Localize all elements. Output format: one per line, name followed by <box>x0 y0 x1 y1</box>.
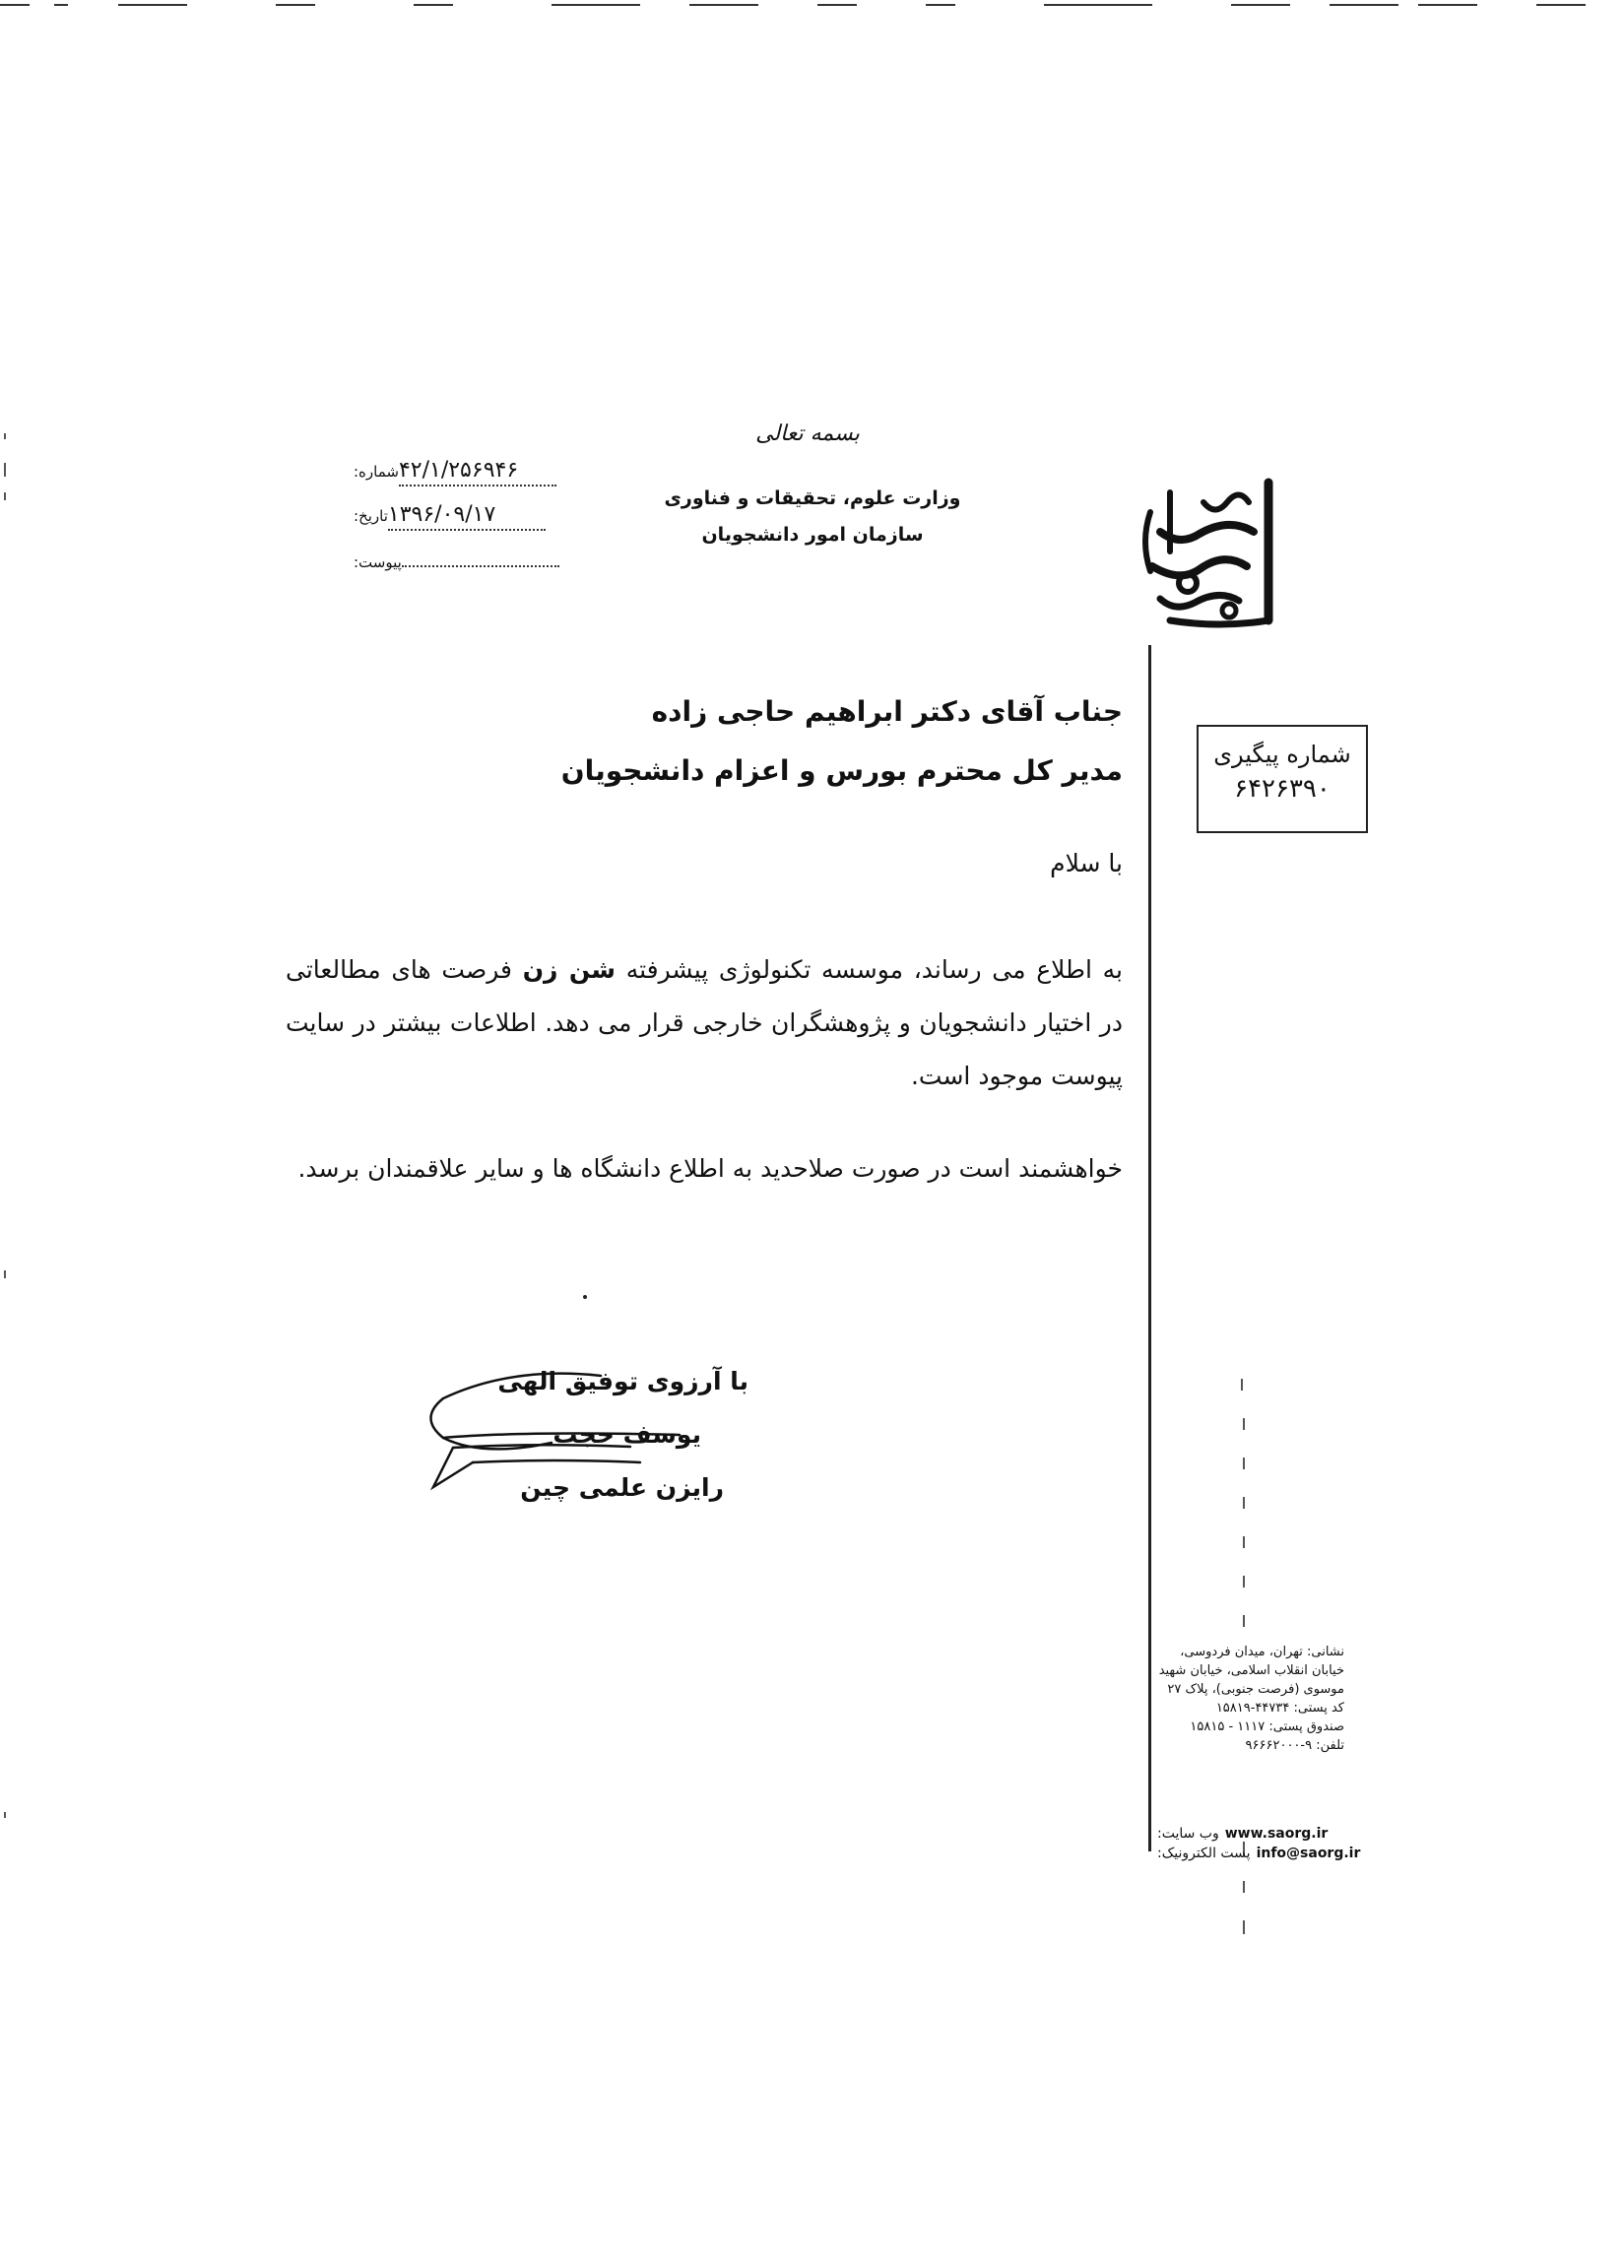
signature-closing: با آرزوی توفیق الهی <box>497 1367 748 1395</box>
invocation-text: بسمه تعالی <box>755 421 860 446</box>
letter-number-row <box>350 458 596 486</box>
tracking-number: ۶۴۲۶۳۹۰ <box>1234 774 1331 804</box>
greeting: با سلام <box>1050 849 1123 877</box>
margin-rule <box>1148 645 1151 1851</box>
email-link[interactable]: info@saorg.ir <box>1256 1846 1361 1861</box>
body-paragraph-1-text-a: به اطلاع می رساند، موسسه تکنولوژی پیشرفته <box>615 955 1123 984</box>
letter-date-value: ۱۳۹۶/۰۹/۱۷ <box>388 502 546 531</box>
company-name: شن زن <box>522 955 616 984</box>
letter-number-label: شماره: <box>354 463 399 481</box>
address-line: تلفن: ۹-۹۶۶۶۲۰۰۰ <box>1245 1738 1344 1753</box>
scan-dot <box>583 1295 587 1299</box>
letter-date-row <box>350 502 596 531</box>
address-line: موسوی (فرصت جنوبی)، پلاک ۲۷ <box>1167 1682 1344 1697</box>
address-line: کد پستی: ۴۴۷۳۴-۱۵۸۱۹ <box>1215 1701 1344 1716</box>
address-line: صندوق پستی: ۱۱۱۷ - ۱۵۸۱۵ <box>1190 1719 1344 1734</box>
website-label: وب سایت: <box>1157 1826 1219 1842</box>
attachment-label: پیوست: <box>354 553 402 571</box>
handwritten-signature <box>414 1364 709 1502</box>
footer-address <box>1157 1643 1344 1755</box>
attachment-row <box>350 553 596 571</box>
recipient-name: جناب آقای دکتر ابراهیم حاجی زاده <box>651 695 1123 728</box>
email-label: پست الکترونیک: <box>1157 1846 1251 1861</box>
signer-title: رایزن علمی چین <box>520 1473 724 1502</box>
letter-number-value: ۴۲/۱/۲۵۶۹۴۶ <box>399 458 556 486</box>
letter-date-label: تاریخ: <box>354 507 388 525</box>
website-link[interactable]: www.saorg.ir <box>1224 1826 1329 1842</box>
body-paragraph-2: خواهشمند است در صورت صلاحدید به اطلاع دانشگاه ها و سایر علاقمندان برسد. <box>297 1154 1123 1183</box>
address-line: خیابان انقلاب اسلامی، خیابان شهید <box>1158 1663 1344 1678</box>
footer-contact <box>1157 1824 1361 1863</box>
ministry-name: وزارت علوم، تحقیقات و فناوری <box>664 487 961 509</box>
tracking-label: شماره پیگیری <box>1213 741 1351 768</box>
address-line: نشانی: تهران، میدان فردوسی، <box>1180 1645 1344 1659</box>
body-paragraph-1 <box>286 943 1123 1103</box>
recipient-title: مدیر کل محترم بورس و اعزام دانشجویان <box>560 754 1123 787</box>
attachment-value <box>402 563 559 567</box>
organization-name: سازمان امور دانشجویان <box>701 524 924 546</box>
organization-logo-icon <box>1131 473 1288 630</box>
tracking-box <box>1197 725 1368 833</box>
signer-name: یوسف حجت <box>552 1420 701 1449</box>
body-paragraph-1-text-b: فرصت های مطالعاتی در اختیار دانشجویان و پژوهشگران خارجی قرار می دهد. اطلاعات بیشتر در سایت پیوست موجود است. <box>286 955 1123 1090</box>
